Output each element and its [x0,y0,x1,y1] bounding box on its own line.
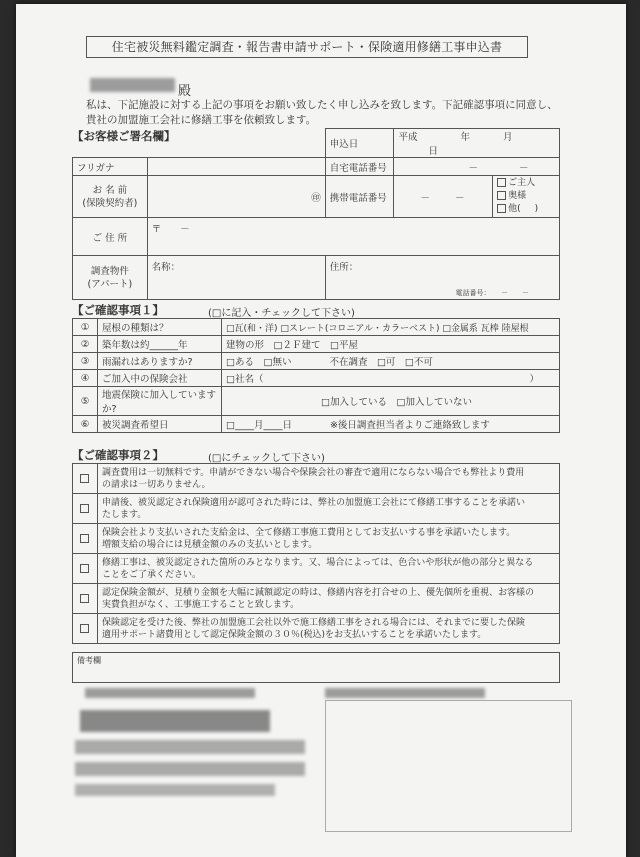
check2-text [98,494,560,524]
rel2-label: 奥様 [508,191,527,201]
redacted-footer-logo [85,688,255,698]
month-label: 月 [503,132,513,143]
row-answer[interactable]: □加入している □加入していない [222,387,560,416]
form-title: 住宅被災無料鑑定調査・報告書申請サポート・保険適用修繕工事申込書 [86,36,528,58]
row-question: ご加入中の保険会社 [98,370,222,387]
mobile-field[interactable] [394,176,493,218]
check1-row [73,353,560,370]
check1-row [73,336,560,353]
home-phone-field[interactable] [394,158,560,176]
stamp-box [325,700,572,832]
rel3-label: 他( [508,204,521,214]
intro-line-1: 私は、下記施設に対する上記の事項をお願い致したく申し込みを致します。下記確認事項に同意し、 [86,99,558,111]
name-label-line2: (保険契約者) [82,197,138,209]
row-question: 雨漏れはありますか? [98,353,222,370]
check1-row [73,319,560,336]
relation-other[interactable] [497,203,555,216]
check2-text [98,554,560,584]
check2-text [98,464,560,494]
checkbox[interactable] [80,594,89,603]
addressee-suffix: 殿 [178,84,192,99]
checkbox[interactable] [80,534,89,543]
line: 適用サポート諸費用として認定保険金額の３０％(税込)をお支払いすることを承諾いたします。 [102,629,487,640]
check2-row [73,524,560,554]
check2-row [73,614,560,644]
row-question: 被災調査希望日 [98,416,222,433]
apply-date-label: 申込日 [325,129,394,158]
row-num: ④ [73,370,98,387]
intro-text [86,98,586,128]
check1-note: (□に記入・チェックして下さい) [208,308,355,319]
property-line2: (アパート) [87,278,133,290]
line: 認定保険金額が、見積り金額を大幅に減額認定の時は、修繕内容を打合せの上、優先個所を重視、お客様の [102,587,535,598]
redacted-footer-address [75,740,305,754]
dash: － [454,192,465,204]
address-field[interactable] [147,218,559,256]
line: 調査費用は一切無料です。申請ができない場合や保険会社の審査で適用にならない場合でも弊社より費用 [102,467,525,478]
checkbox-cell[interactable] [73,464,98,494]
check1-table [72,318,560,433]
row-answer[interactable]: □瓦(和・洋) □スレート(コロニアル・カラーベスト) □金属系 瓦棒 陸屋根 [222,319,560,336]
checkbox-cell[interactable] [73,614,98,644]
line: の請求は一切ありません。 [102,479,211,490]
furigana-label: フリガナ [73,158,148,176]
name-field[interactable] [147,176,325,218]
rel1-label: ご主人 [508,178,536,188]
line: 実費負担がなく、工事施工することと致します。 [102,599,300,610]
remarks-field[interactable] [73,653,560,683]
row-answer[interactable]: 建物の形 □２Ｆ建て □平屋 [222,336,560,353]
row-num: ② [73,336,98,353]
checkbox[interactable] [80,504,89,513]
checkbox[interactable] [497,178,506,187]
checkbox-cell[interactable] [73,524,98,554]
line: 保険認定を受けた後、弊社の加盟施工会社以外で施工修繕工事をされる場合には、それまでに要した保険 [102,617,526,628]
checkbox-cell[interactable] [73,494,98,524]
era-label: 平成 [398,132,418,143]
name-label-line1: お 名 前 [92,184,128,196]
remarks-table [72,652,560,683]
check2-row [73,554,560,584]
check2-row [73,464,560,494]
redacted-footer-extra [75,784,275,796]
check2-note: (□にチェックして下さい) [208,453,325,464]
check2-text [98,524,560,554]
check2-row [73,494,560,524]
day-label: 日 [428,146,438,157]
property-label [73,256,148,300]
furigana-field[interactable] [147,158,325,176]
check2-text [98,614,560,644]
line: たします。 [102,509,147,520]
signature-table [72,128,560,300]
mobile-label: 携帯電話番号 [325,176,394,218]
checkbox-cell[interactable] [73,554,98,584]
property-address-label: 住所： [329,262,359,273]
seal-mark: ㊞ [311,192,321,204]
redacted-footer-name [80,710,270,732]
checkbox[interactable] [80,564,89,573]
property-phone-label: 電話番号： － － [455,289,529,297]
line: 修繕工事は、被災認定された箇所のみとなります。又、場合によっては、色合いや形状が他の部分と異なる [102,557,534,568]
row-question: 屋根の種類は？ [98,319,222,336]
check2-row [73,584,560,614]
row-num: ⑤ [73,387,98,416]
address-label: ご 住 所 [73,218,148,256]
property-line1: 調査物件 [90,265,129,277]
property-name-field[interactable] [147,256,325,300]
line: 申請後、被災認定され保険適用が認可された時には、弊社の加盟施工会社にて修繕工事することを承諾い [102,497,526,508]
check2-table [72,463,560,644]
check1-row [73,370,560,387]
row-answer[interactable]: □ある □無い 不在調査 □可 □不可 [222,353,560,370]
dash: － [518,162,529,174]
property-address-field[interactable] [325,256,559,300]
check2-text [98,584,560,614]
redacted-footer-phone [75,762,305,776]
redacted-company-name [90,78,175,92]
checkbox[interactable] [497,204,506,213]
property-name-label: 名称： [151,262,181,273]
checkbox[interactable] [80,474,89,483]
redacted-stamp-header [325,688,485,698]
check1-heading: 【ご確認事項１】 [72,303,164,317]
postal-mark: 〒 － [151,224,190,235]
relation-options [493,176,560,218]
line: ことをご了承ください。 [102,569,202,580]
signature-heading: 【お客様ご署名欄】 [72,129,176,143]
check2-heading: 【ご確認事項２】 [72,448,164,462]
row-num: ① [73,319,98,336]
checkbox[interactable] [80,624,89,633]
row-question: 築年数は約______年 [98,336,222,353]
row-num: ⑥ [73,416,98,433]
checkbox[interactable] [497,191,506,200]
dash: － [420,192,430,204]
check1-row [73,416,560,433]
relation-wife[interactable] [497,190,555,203]
row-answer[interactable]: □____月____日 ※後日調査担当者よりご連絡致します [222,416,560,433]
intro-line-2: 貴社の加盟施工会社に修繕工事を依頼致します。 [86,114,317,126]
row-num: ③ [73,353,98,370]
row-answer[interactable]: □社名（ ） [222,370,560,387]
home-phone-label: 自宅電話番号 [325,158,394,176]
name-label [73,176,148,218]
rel3-close: ) [534,204,539,214]
dash: － [468,162,478,174]
line: 保険会社より支払いされた支給金は、全て修繕工事施工費用としてお支払いする事を承諾いたします。 [102,527,516,538]
row-question: 地震保険に加入していますか? [98,387,222,416]
apply-date-field[interactable] [394,129,560,158]
remarks-label: 備考欄 [77,656,101,665]
line: 増額支給の場合には見積金額のみの支払いとします。 [102,539,318,550]
year-label: 年 [460,132,470,143]
relation-husband[interactable] [497,177,555,190]
checkbox-cell[interactable] [73,584,98,614]
check1-row [73,387,560,416]
